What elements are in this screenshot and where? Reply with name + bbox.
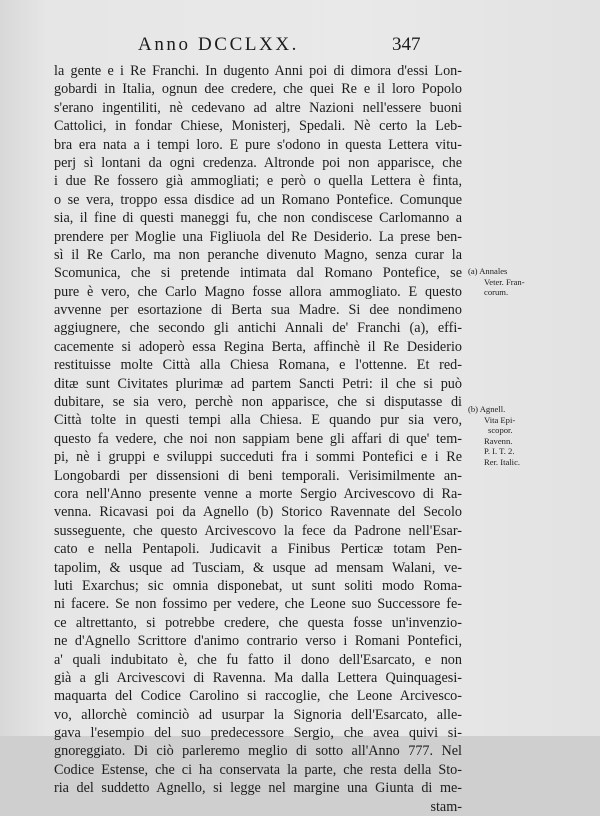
text-line: i due Re fossero già ammogliati; e però o quella Lettera è finta,	[54, 173, 462, 190]
margin-note-a	[468, 266, 534, 298]
margin-note-line: Ravenn.	[484, 435, 513, 446]
page-number: 347	[392, 34, 421, 55]
margin-note-line: (a) Annales	[468, 266, 508, 276]
text-line: susseguente, che questo Arcivescovo la fece da Padrone nell'Esar-	[54, 522, 462, 539]
text-line: a' quali indubitato è, che fu fatto il dono dell'Esarcato, e non	[54, 651, 462, 668]
text-line: cacemente si adoperò essa Regina Berta, affinchè il Re Desiderio	[54, 338, 462, 355]
text-line: aggiugnere, che secondo gli antichi Annali de' Franchi (a), effi-	[54, 320, 462, 337]
text-line: sia, il fine di questi maneggi fu, che non condiscese Carlomanno a	[54, 210, 462, 227]
text-line: ni facere. Se non fossimo per vedere, che Leone suo Successore fe-	[54, 596, 462, 613]
text-line: ditæ sunt Civitates plurimæ ad partem Sancti Petri: il che si può	[54, 375, 462, 392]
running-head: Anno DCCLXX.	[138, 34, 300, 55]
text-line: avvenne per esortazione di Berta sua Madre. Si dee nondimeno	[54, 302, 462, 319]
text-line: venna. Ricavasi poi da Agnello (b) Storico Ravennate del Secolo	[54, 504, 462, 521]
text-line: la gente e i Re Franchi. In dugento Anni poi di dimora d'essi Lon-	[54, 63, 462, 79]
margin-note-line: P. I. T. 2.	[484, 446, 515, 457]
text-line: tapolim, & usque ad Tusciam, & usque ad mensam Walani, ve-	[54, 559, 462, 576]
margin-note-line: (b) Agnell.	[468, 404, 506, 414]
text-line: Città tolte in questi tempi alla Chiesa. E quando pur sia vero,	[54, 412, 462, 429]
text-line: sì il Re Carlo, ma non peranche divenuto Magno, senza curar la	[54, 246, 462, 263]
text-line: luti Exarchus; sic omnia disponebat, ut sunt soliti modo Roma-	[54, 577, 462, 594]
text-line: perj sì lontani da ogni credenza. Altronde poi non apparisce, che	[54, 154, 462, 171]
catchword: stam-	[430, 798, 462, 815]
text-line: gava l'esempio del suo predecessore Sergio, che avea quivi si-	[54, 725, 462, 742]
text-line: già a gli Arcivescovi di Ravenna. Ma dalla Lettera Quinquagesi-	[54, 669, 462, 686]
text-line: Scomunica, che si pretende intimata dal Romano Pontefice, se	[54, 265, 462, 282]
text-line: ria del suddetto Agnello, si legge nel margine una Giunta di me-	[54, 780, 462, 797]
text-line: pi, nè i gruppi e sviluppi succeduti fra i sommi Pontefici e i Re	[54, 449, 462, 466]
body-text	[54, 62, 462, 816]
text-line: Cattolici, in fondar Chiese, Monisterj, Spedali. Nè certo la Leb-	[54, 118, 462, 135]
margin-note-line: scopor.	[488, 425, 513, 436]
text-line: cora nell'Anno presente venne a morte Sergio Arcivescovo di Ra-	[54, 485, 462, 502]
margin-note-line: corum.	[484, 287, 509, 298]
text-line: cato e nella Pentapoli. Judicavit a Finibus Perticæ totam Pen-	[54, 541, 462, 558]
text-line: vo, allorchè cominciò ad usurpar la Signoria dell'Esarcato, alle-	[54, 706, 462, 723]
text-line: dubitare, se sia vero, perchè non apparisce, che si disputasse di	[54, 394, 462, 411]
text-line: maquarta del Codice Carolino si raccoglie, che Leone Arcivesco-	[54, 688, 462, 705]
text-line: gnoreggiato. Di ciò parleremo meglio di sotto all'Anno 777. Nel	[54, 743, 462, 760]
text-line: bra era nata a i tempi loro. E pure s'odono in questa Lettera vitu-	[54, 136, 462, 153]
text-line: ce altrettanto, si potrebbe credere, che questa fosse un'invenzio-	[54, 614, 462, 631]
margin-note-line: Veter. Fran-	[484, 276, 525, 287]
margin-note-line: Vita Epi-	[484, 414, 516, 425]
text-line: questo fa vedere, che noi non sappiam bene gli affari di que' tem-	[54, 430, 462, 447]
text-line: Longobardi per dissensioni di beni temporali. Verisimilmente an-	[54, 467, 462, 484]
text-line: gobardi in Italia, ognun dee credere, che quei Re e il loro Popolo	[54, 81, 462, 98]
text-line: restituisse molte Città alla Chiesa Romana, e l'ottenne. Et red-	[54, 357, 462, 374]
text-line: s'erano ingentiliti, nè cedevano ad altre Nazioni nell'essere buoni	[54, 99, 462, 116]
text-line: prendere per Moglie una Figliuola del Re Desiderio. La prese ben-	[54, 228, 462, 245]
margin-note-line: Rer. Italic.	[484, 456, 521, 467]
page-header	[0, 34, 600, 58]
margin-note-b	[468, 404, 534, 468]
text-line: Codice Estense, che ci ha conservata la parte, che resta della Sto-	[54, 761, 462, 778]
text-line: ne d'Agnello Scrittore d'animo contrario verso i Romani Pontefici,	[54, 633, 462, 650]
text-line: o se vera, troppo essa disdice ad un Romano Pontefice. Comunque	[54, 191, 462, 208]
text-line: pure è vero, che Carlo Magno fosse allora ammogliato. E questo	[54, 283, 462, 300]
